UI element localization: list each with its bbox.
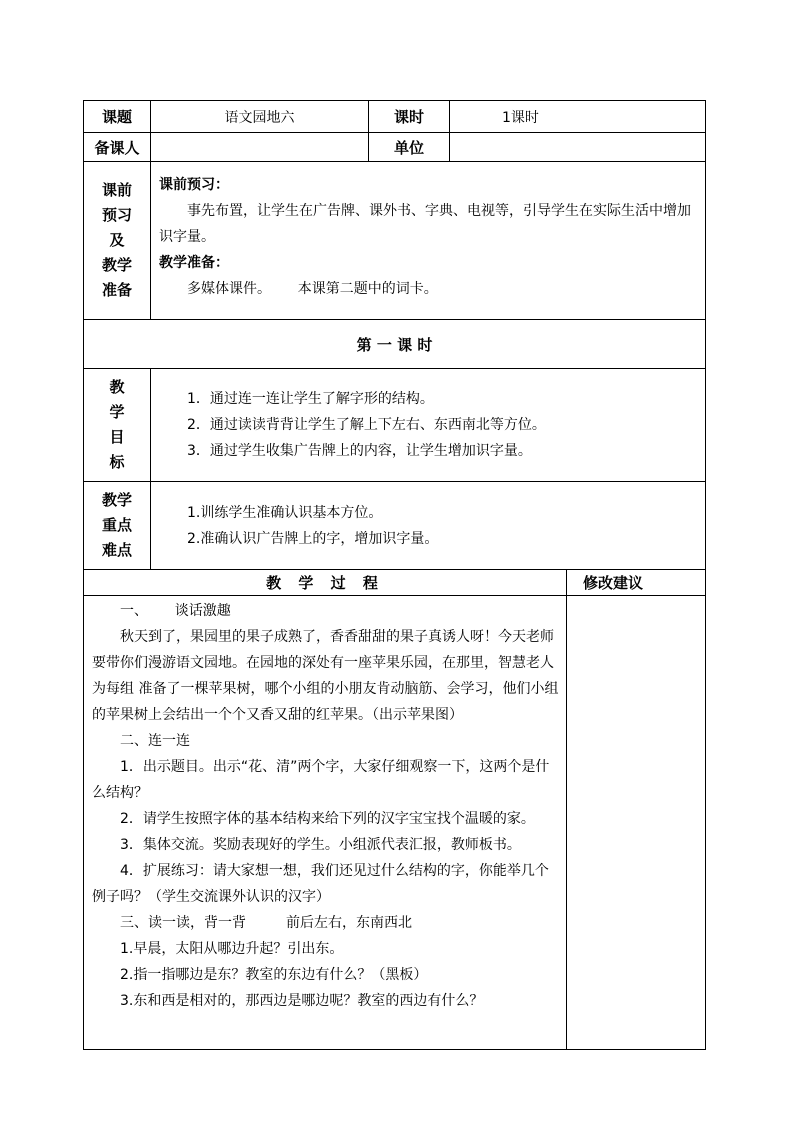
process-content xyxy=(84,596,567,1050)
lesson-plan-table xyxy=(83,100,706,1050)
process-body-row xyxy=(84,596,706,1050)
key-points-label-line: 难点 xyxy=(101,541,132,559)
goal-item: 3．通过学生收集广告牌上的内容，让学生增加识字量。 xyxy=(187,443,532,459)
key-point-item: 2.准确认识广告牌上的字，增加识字量。 xyxy=(187,530,439,547)
process-section-heading: 三、读一读，背一背 前后左右，东南西北 xyxy=(120,915,413,931)
preparation-label xyxy=(84,162,151,320)
lesson-plan-page xyxy=(83,100,705,1050)
process-paragraph: 秋天到了，果园里的果子成熟了，香香甜甜的果子真诱人呀！今天老师要带你们漫游语文园地。在园地的深处有一座苹果乐园，在那里，智慧老人为每组 准备了一棵苹果树，哪个小组的小朋友肯动脑筋、会学习，他们小组的苹果树上会结出一个个又香又甜的红苹果。（出示苹果图） xyxy=(92,629,559,723)
preview-text: 事先布置，让学生在广告牌、课外书、字典、电视等，引导学生在实际生活中增加识字量。 xyxy=(159,203,691,245)
key-points-label-line: 重点 xyxy=(101,516,132,534)
process-paragraph: 3.东和西是相对的，那西边是哪边呢？教室的西边有什么？ xyxy=(120,993,484,1009)
goals-label xyxy=(84,369,151,482)
prep-text: 多媒体课件。 本课第二题中的词卡。 xyxy=(187,281,438,297)
preparer-row xyxy=(84,133,706,162)
process-paragraph: 3．集体交流。奖励表现好的学生。小组派代表汇报，教师板书。 xyxy=(120,837,521,853)
suggestion-header: 修改建议 xyxy=(567,570,706,596)
prep-title: 教学准备： xyxy=(159,255,229,271)
key-point-item: 1.训练学生准确认识基本方位。 xyxy=(187,504,383,521)
preview-title: 课前预习： xyxy=(159,177,229,193)
goal-item: 1．通过连一连让学生了解字形的结构。 xyxy=(187,391,434,407)
goal-item: 2．通过读读背背让学生了解上下左右、东西南北等方位。 xyxy=(187,417,546,433)
key-points-row xyxy=(84,482,706,570)
goals-label-line: 教 xyxy=(109,378,125,396)
key-points-content xyxy=(151,482,706,570)
unit-label: 单位 xyxy=(369,133,450,162)
period-value: 1课时 xyxy=(450,101,706,133)
preparation-row xyxy=(84,162,706,320)
process-section-heading: 一、 谈话激趣 xyxy=(120,603,231,619)
key-points-label xyxy=(84,482,151,570)
topic-value: 语文园地六 xyxy=(151,101,369,133)
process-paragraph: 1．出示题目。出示“花、清”两个字，大家仔细观察一下，这两个是什么结构？ xyxy=(92,759,550,801)
topic-label: 课题 xyxy=(84,101,151,133)
process-paragraph: 1.早晨，太阳从哪边升起？引出东。 xyxy=(120,941,344,957)
preparation-label-line: 课前 xyxy=(101,181,132,199)
key-points-label-line: 教学 xyxy=(101,491,132,509)
preparation-content xyxy=(151,162,706,320)
goals-row xyxy=(84,369,706,482)
preparation-label-line: 准备 xyxy=(101,281,132,299)
session-row xyxy=(84,320,706,369)
preparer-label: 备课人 xyxy=(84,133,151,162)
goals-content xyxy=(151,369,706,482)
session-title: 第 一 课 时 xyxy=(84,320,706,369)
process-paragraph: 2．请学生按照字体的基本结构来给下列的汉字宝宝找个温暖的家。 xyxy=(120,811,535,827)
goals-label-line: 目 xyxy=(109,428,125,446)
unit-value xyxy=(450,133,706,162)
preparation-label-line: 及 xyxy=(109,231,125,249)
topic-row xyxy=(84,101,706,133)
goals-label-line: 学 xyxy=(109,403,125,421)
goals-label-line: 标 xyxy=(109,453,125,471)
preparation-label-line: 教学 xyxy=(101,256,132,274)
process-paragraph: 2.指一指哪边是东？教室的东边有什么？（黑板） xyxy=(120,967,428,983)
process-section-heading: 二、连一连 xyxy=(120,733,190,749)
process-paragraph: 4．扩展练习：请大家想一想，我们还见过什么结构的字，你能举几个例子吗？（学生交流课外认识的汉字） xyxy=(92,863,549,905)
period-label: 课时 xyxy=(369,101,450,133)
suggestion-cell xyxy=(567,596,706,1050)
process-header-row xyxy=(84,570,706,596)
preparer-value xyxy=(151,133,369,162)
preparation-label-line: 预习 xyxy=(101,206,132,224)
process-header: 教 学 过 程 xyxy=(84,570,567,596)
